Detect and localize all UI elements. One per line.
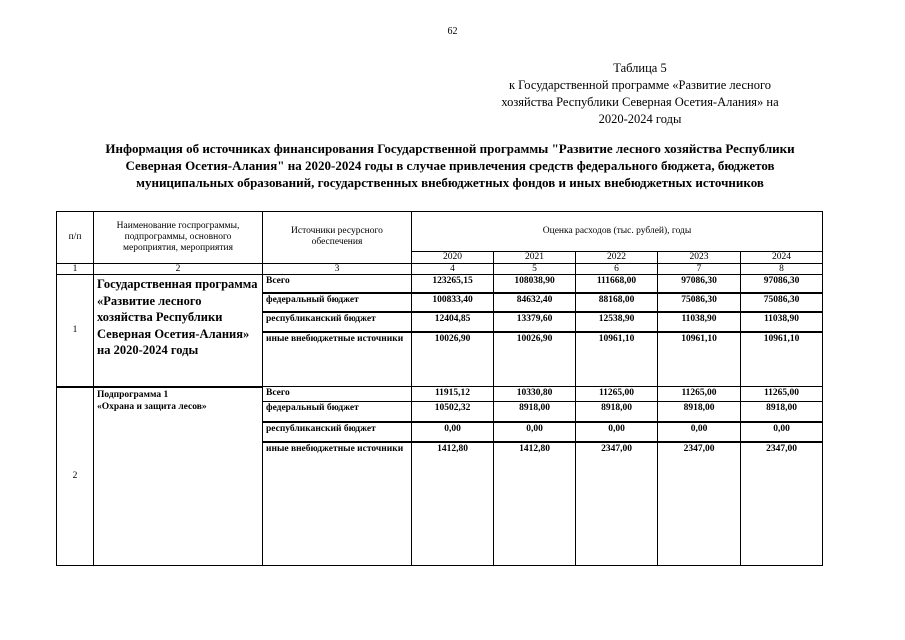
col-number: 3 [263, 263, 412, 274]
row-number: 1 [57, 275, 94, 387]
source-label: федеральный бюджет [263, 401, 412, 421]
value-cell: 8918,00 [741, 401, 823, 421]
table-annex-note [470, 60, 810, 128]
value-cell: 111668,00 [576, 275, 658, 293]
document-title [40, 140, 860, 191]
col-number: 8 [741, 263, 823, 274]
subprogram-subtitle: «Охрана и защита лесов» [97, 401, 207, 412]
source-label: иные внебюджетные источники [263, 332, 412, 387]
value-cell: 97086,30 [658, 275, 741, 293]
source-label: республиканский бюджет [263, 422, 412, 442]
annex-line: к Государственной программе «Развитие лесного [508, 78, 772, 92]
title-line: Северная Осетия-Алания" на 2020-2024 годы в случае привлечения средств федерального бюджета, бюджетов [125, 158, 775, 173]
header-year: 2020 [412, 251, 494, 263]
value-cell: 100833,40 [412, 293, 494, 312]
header-source: Источники ресурсного обеспечения [263, 212, 412, 264]
header-year: 2024 [741, 251, 823, 263]
value-cell: 75086,30 [658, 293, 741, 312]
value-cell: 1412,80 [412, 442, 494, 565]
program-name: Государственная программа «Развитие лесного хозяйства Республики Северная Осетия-Алания» на 2020-2024 годы [94, 275, 263, 387]
value-cell: 10961,10 [741, 332, 823, 387]
col-number: 6 [576, 263, 658, 274]
value-cell: 0,00 [658, 422, 741, 442]
value-cell: 88168,00 [576, 293, 658, 312]
value-cell: 8918,00 [576, 401, 658, 421]
source-label: республиканский бюджет [263, 312, 412, 331]
header-year: 2023 [658, 251, 741, 263]
header-year: 2021 [494, 251, 576, 263]
value-cell: 11265,00 [658, 387, 741, 402]
header-year: 2022 [576, 251, 658, 263]
value-cell: 123265,15 [412, 275, 494, 293]
value-cell: 0,00 [412, 422, 494, 442]
value-cell: 0,00 [576, 422, 658, 442]
value-cell: 2347,00 [576, 442, 658, 565]
row-number: 2 [57, 387, 94, 566]
annex-line: Таблица 5 [613, 61, 667, 75]
header-estimate: Оценка расходов (тыс. рублей), годы [412, 212, 823, 252]
value-cell: 12404,85 [412, 312, 494, 331]
annex-line: хозяйства Республики Северная Осетия-Алания» на [501, 95, 779, 109]
title-line: Информация об источниках финансирования Государственной программы "Развитие лесного хозяйства Республики [105, 141, 795, 156]
header-num: п/п [57, 212, 94, 264]
header-name: Наименование госпрограммы, подпрограммы, основного мероприятия, мероприятия [94, 212, 263, 264]
value-cell: 11265,00 [576, 387, 658, 402]
financing-table [56, 211, 823, 566]
col-number: 5 [494, 263, 576, 274]
source-label: Всего [263, 387, 412, 402]
value-cell: 13379,60 [494, 312, 576, 331]
value-cell: 11038,90 [658, 312, 741, 331]
title-line: муниципальных образований, государственных внебюджетных фондов и иных внебюджетных источников [136, 175, 764, 190]
source-label: иные внебюджетные источники [263, 442, 412, 565]
value-cell: 84632,40 [494, 293, 576, 312]
page-number: 62 [447, 26, 458, 37]
value-cell: 8918,00 [494, 401, 576, 421]
subprogram-title: Подпрограмма 1 [97, 389, 169, 400]
value-cell: 2347,00 [658, 442, 741, 565]
col-number: 7 [658, 263, 741, 274]
value-cell: 10026,90 [412, 332, 494, 387]
value-cell: 8918,00 [658, 401, 741, 421]
value-cell: 11038,90 [741, 312, 823, 331]
value-cell: 10330,80 [494, 387, 576, 402]
value-cell: 10026,90 [494, 332, 576, 387]
col-number: 4 [412, 263, 494, 274]
annex-line: 2020-2024 годы [598, 112, 682, 126]
value-cell: 10502,32 [412, 401, 494, 421]
value-cell: 1412,80 [494, 442, 576, 565]
value-cell: 10961,10 [576, 332, 658, 387]
subprogram-name [94, 387, 263, 566]
value-cell: 2347,00 [741, 442, 823, 565]
source-label: федеральный бюджет [263, 293, 412, 312]
value-cell: 10961,10 [658, 332, 741, 387]
value-cell: 11265,00 [741, 387, 823, 402]
source-label: Всего [263, 275, 412, 293]
col-number: 1 [57, 263, 94, 274]
col-number: 2 [94, 263, 263, 274]
value-cell: 11915,12 [412, 387, 494, 402]
value-cell: 0,00 [494, 422, 576, 442]
value-cell: 108038,90 [494, 275, 576, 293]
value-cell: 97086,30 [741, 275, 823, 293]
value-cell: 0,00 [741, 422, 823, 442]
value-cell: 12538,90 [576, 312, 658, 331]
value-cell: 75086,30 [741, 293, 823, 312]
